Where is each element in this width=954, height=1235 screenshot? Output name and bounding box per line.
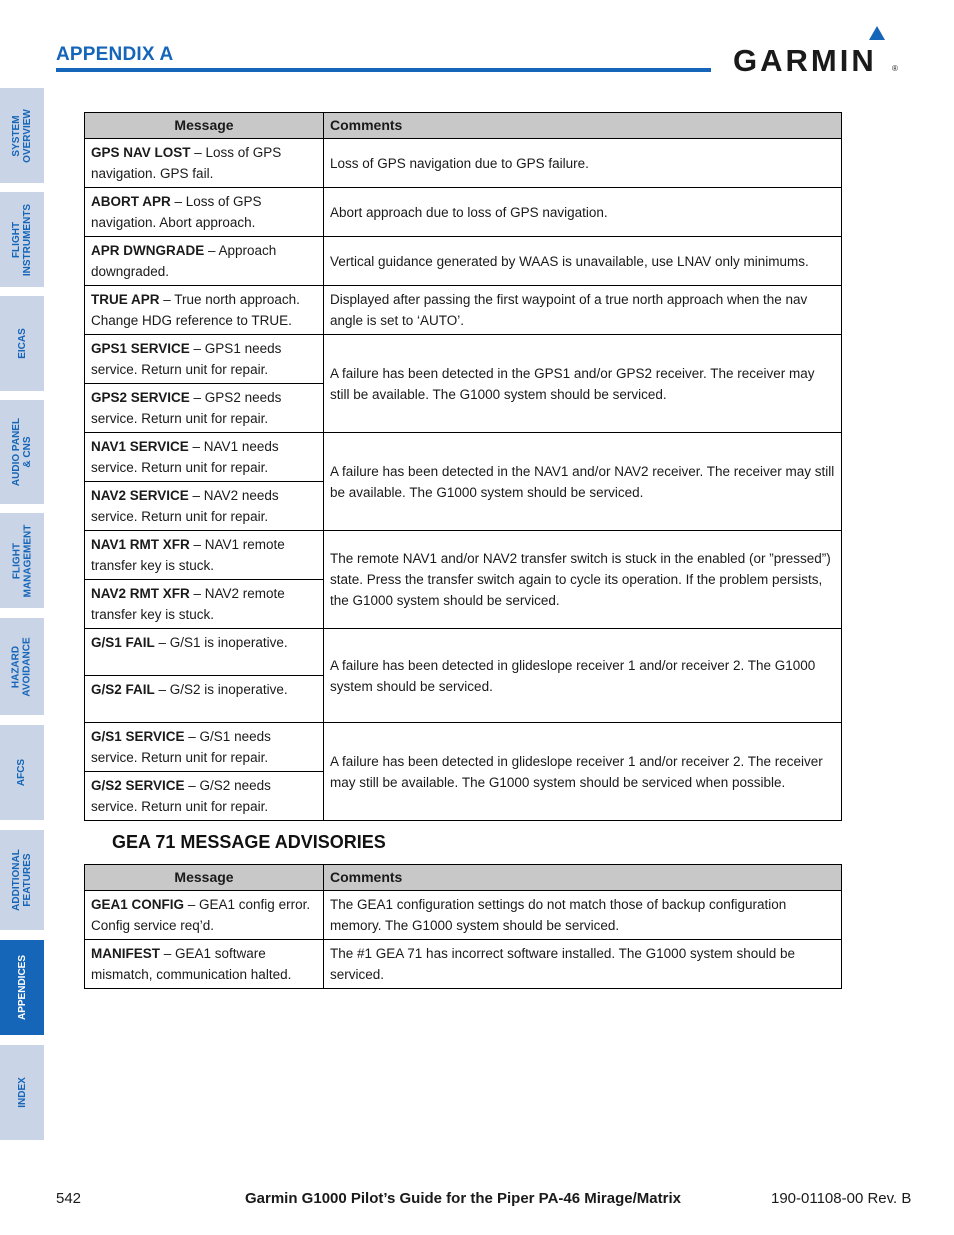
footer-title: Garmin G1000 Pilot’s Guide for the Piper PA-46 Mirage/Matrix	[245, 1190, 681, 1207]
message-cell	[85, 384, 324, 433]
tab-label: INDEX	[16, 1077, 28, 1108]
message-cell	[85, 723, 324, 772]
table-row	[85, 335, 842, 384]
message-table	[84, 112, 842, 821]
table-row	[85, 891, 842, 940]
message-desc: – G/S2 needs service. Return unit for repair.	[91, 778, 271, 814]
message-desc: – NAV2 needs service. Return unit for repair.	[91, 488, 279, 524]
tab-index[interactable]	[0, 1045, 44, 1140]
table-row	[85, 629, 842, 676]
document-number: 190-01108-00 Rev. B	[771, 1190, 912, 1207]
table-row	[85, 237, 842, 286]
logo-registered-mark: ®	[892, 64, 898, 73]
section-heading: GEA 71 MESSAGE ADVISORIES	[112, 832, 386, 852]
message-code: NAV2 SERVICE	[91, 488, 189, 503]
comment-cell: Loss of GPS navigation due to GPS failure.	[324, 139, 842, 188]
message-cell	[85, 580, 324, 629]
message-code: MANIFEST	[91, 946, 160, 961]
tab-appendices[interactable]	[0, 940, 44, 1035]
tab-label: AUDIO PANEL & CNS	[11, 417, 33, 487]
table-row	[85, 940, 842, 989]
message-code: G/S2 SERVICE	[91, 778, 185, 793]
tab-audio-panel-cns[interactable]	[0, 400, 44, 504]
tab-flight-management[interactable]	[0, 513, 44, 608]
table-row	[85, 433, 842, 482]
message-code: NAV1 RMT XFR	[91, 537, 190, 552]
table-row	[85, 723, 842, 772]
message-cell	[85, 286, 324, 335]
message-code: G/S1 SERVICE	[91, 729, 185, 744]
comment-cell: Displayed after passing the first waypoint of a true north approach when the nav angle is set to ‘AUTO’.	[324, 286, 842, 335]
message-code: GPS NAV LOST	[91, 145, 191, 160]
message-desc: – Approach downgraded.	[91, 243, 277, 279]
table-row	[85, 188, 842, 237]
message-cell	[85, 940, 324, 989]
message-cell	[85, 482, 324, 531]
tab-flight-instruments[interactable]	[0, 192, 44, 287]
tab-label: APPENDICES	[16, 954, 28, 1021]
column-header-comments: Comments	[324, 865, 842, 891]
table-header-row	[85, 865, 842, 891]
message-cell	[85, 188, 324, 237]
message-code: GPS2 SERVICE	[91, 390, 190, 405]
header-rule	[56, 68, 711, 72]
message-code: NAV2 RMT XFR	[91, 586, 190, 601]
gea71-message-table	[84, 864, 842, 989]
message-desc: – GPS2 needs service. Return unit for repair.	[91, 390, 282, 426]
message-desc: – GPS1 needs service. Return unit for repair.	[91, 341, 282, 377]
message-desc: – G/S2 is inoperative.	[154, 682, 288, 697]
message-cell	[85, 237, 324, 286]
comment-cell: A failure has been detected in the NAV1 and/or NAV2 receiver. The receiver may still be available. The G1000 system should be serviced.	[324, 433, 842, 531]
comment-cell: Abort approach due to loss of GPS navigation.	[324, 188, 842, 237]
message-code: G/S2 FAIL	[91, 682, 155, 697]
table-header-row	[85, 113, 842, 139]
page-number: 542	[56, 1190, 82, 1207]
tab-hazard-avoidance[interactable]	[0, 618, 44, 715]
logo-triangle-icon	[869, 26, 885, 40]
message-desc: – G/S1 is inoperative.	[154, 635, 288, 650]
tab-eicas[interactable]	[0, 296, 44, 391]
message-cell	[85, 433, 324, 482]
message-desc: – GEA1 software mismatch, communication halted.	[91, 946, 292, 982]
message-desc: – True north approach. Change HDG reference to TRUE.	[91, 292, 300, 328]
tab-system-overview[interactable]	[0, 88, 44, 183]
logo-text: GARMIN	[733, 43, 877, 78]
tab-label: SYSTEM OVERVIEW	[11, 108, 33, 163]
comment-cell: Vertical guidance generated by WAAS is unavailable, use LNAV only minimums.	[324, 237, 842, 286]
table-row	[85, 139, 842, 188]
message-cell	[85, 676, 324, 723]
comment-cell: A failure has been detected in the GPS1 and/or GPS2 receiver. The receiver may still be available. The G1000 system should be serviced.	[324, 335, 842, 433]
message-desc: – NAV1 remote transfer key is stuck.	[91, 537, 285, 573]
comment-cell: The GEA1 configuration settings do not match those of backup configuration memory. The G1000 system should be serviced.	[324, 891, 842, 940]
message-code: ABORT APR	[91, 194, 171, 209]
table-row	[85, 531, 842, 580]
garmin-logo	[733, 26, 899, 76]
message-code: GEA1 CONFIG	[91, 897, 185, 912]
message-code: NAV1 SERVICE	[91, 439, 189, 454]
tab-label: FLIGHT MANAGEMENT	[11, 524, 33, 597]
message-cell	[85, 772, 324, 821]
message-code: G/S1 FAIL	[91, 635, 155, 650]
message-desc: – G/S1 needs service. Return unit for repair.	[91, 729, 271, 765]
comment-cell: The #1 GEA 71 has incorrect software installed. The G1000 system should be serviced.	[324, 940, 842, 989]
message-desc: – GEA1 config error. Config service req’d.	[91, 897, 311, 933]
message-desc: – NAV1 needs service. Return unit for repair.	[91, 439, 279, 475]
tab-label: ADDITIONAL FEATURES	[11, 849, 34, 911]
tab-label: AFCS	[16, 758, 28, 787]
message-code: GPS1 SERVICE	[91, 341, 190, 356]
comment-cell: A failure has been detected in glideslope receiver 1 and/or receiver 2. The receiver may still be available. The G1000 system should be serviced when possible.	[324, 723, 842, 821]
column-header-message: Message	[85, 113, 324, 139]
message-cell	[85, 629, 324, 676]
column-header-comments: Comments	[324, 113, 842, 139]
message-cell	[85, 891, 324, 940]
tab-additional-features[interactable]	[0, 830, 44, 930]
tab-label: EICAS	[16, 328, 28, 359]
message-desc: – Loss of GPS navigation. GPS fail.	[91, 145, 282, 181]
message-code: TRUE APR	[91, 292, 160, 307]
tab-label: HAZARD AVOIDANCE	[11, 636, 34, 697]
comment-cell: The remote NAV1 and/or NAV2 transfer switch is stuck in the enabled (or ”pressed”) state. Press the transfer switch again to cycle its operation. If the problem persists, the G1000 system should be serviced.	[324, 531, 842, 629]
tab-label: FLIGHT INSTRUMENTS	[11, 203, 34, 276]
tab-afcs[interactable]	[0, 725, 44, 820]
message-cell	[85, 139, 324, 188]
section-title: APPENDIX A	[56, 44, 174, 65]
comment-cell: A failure has been detected in glideslope receiver 1 and/or receiver 2. The G1000 system should be serviced.	[324, 629, 842, 723]
message-cell	[85, 335, 324, 384]
table-row	[85, 286, 842, 335]
message-desc: – Loss of GPS navigation. Abort approach.	[91, 194, 262, 230]
message-cell	[85, 531, 324, 580]
message-code: APR DWNGRADE	[91, 243, 205, 258]
message-desc: – NAV2 remote transfer key is stuck.	[91, 586, 285, 622]
column-header-message: Message	[85, 865, 324, 891]
